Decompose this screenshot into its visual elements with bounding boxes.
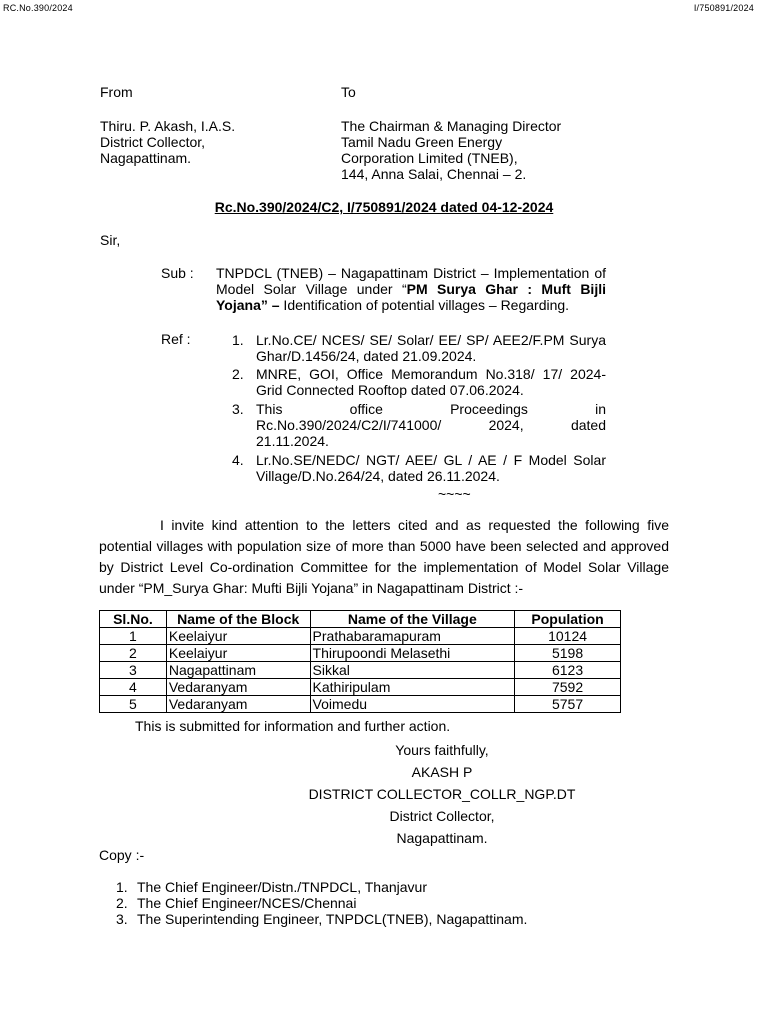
cell-block: Vedaranyam: [166, 679, 310, 696]
ref-item-3-line: [256, 417, 606, 433]
cell-slno: 2: [100, 645, 167, 662]
cell-village: Sikkal: [310, 662, 515, 679]
to-line: Tamil Nadu Green Energy: [341, 134, 503, 150]
from-line: Thiru. P. Akash, I.A.S.: [100, 118, 236, 134]
signatory-title: District Collector,: [389, 808, 495, 824]
column-header-block: Name of the Block: [166, 611, 310, 628]
table-row: [100, 645, 621, 662]
copy-text: The Chief Engineer/NCES/Chennai: [137, 895, 357, 911]
ref-word: office: [349, 401, 383, 417]
cell-block: Keelaiyur: [166, 645, 310, 662]
ref-item: Lr.No.SE/NEDC/ NGT/ AEE/ GL / AE / F Model Solar Village/D.No.264/24, dated 26.11.2024.: [256, 452, 606, 484]
ref-item: Lr.No.CE/ NCES/ SE/ Solar/ EE/ SP/ AEE2/F.PM Surya Ghar/D.1456/24, dated 21.09.2024.: [256, 332, 606, 364]
ref-word: This: [256, 401, 283, 417]
table-row: [100, 662, 621, 679]
reference-line: Rc.No.390/2024/C2, I/750891/2024 dated 04-12-2024: [214, 199, 554, 215]
references-end-mark: ~~~~: [438, 486, 471, 502]
column-header-slno: Sl.No.: [100, 611, 167, 628]
cell-population: 5757: [515, 696, 621, 713]
to-line: 144, Anna Salai, Chennai – 2.: [341, 166, 527, 182]
copy-text: The Superintending Engineer, TNPDCL(TNEB), Nagapattinam.: [137, 911, 528, 927]
table-header-row: [100, 611, 621, 628]
references-label: Ref :: [161, 331, 191, 347]
from-address: [100, 118, 235, 166]
cell-slno: 3: [100, 662, 167, 679]
cell-population: 6123: [515, 662, 621, 679]
copy-number: 3.: [116, 911, 128, 927]
subject-scheme-name: PM Surya Ghar : Muft Bijli Yojana” –: [216, 281, 606, 313]
table-row: [100, 696, 621, 713]
table-row: [100, 679, 621, 696]
to-line: The Chairman & Managing Director: [341, 118, 562, 134]
ref-item-3-line: [256, 401, 606, 417]
cell-slno: 4: [100, 679, 167, 696]
cell-population: 5198: [515, 645, 621, 662]
villages-table: [99, 610, 621, 713]
ref-word: dated: [570, 417, 606, 433]
table-row: [100, 628, 621, 645]
ref-number: 1.: [232, 332, 244, 348]
cell-slno: 1: [100, 628, 167, 645]
ref-item: MNRE, GOI, Office Memorandum No.318/ 17/ 2024- Grid Connected Rooftop dated 07.06.2024.: [256, 366, 606, 398]
to-label: To: [341, 84, 356, 100]
cell-block: Keelaiyur: [166, 628, 310, 645]
cell-village: Voimedu: [310, 696, 515, 713]
subject-label: Sub :: [161, 265, 194, 281]
from-line: Nagapattinam.: [100, 150, 192, 166]
salutation: Sir,: [100, 232, 121, 248]
subject-text-1: TNPDCL (TNEB) – Nagapattinam District – Implementation of Model Solar Village under “: [216, 265, 606, 297]
ref-word: Proceedings: [450, 401, 528, 417]
signatory-id: DISTRICT COLLECTOR_COLLR_NGP.DT: [308, 786, 576, 802]
file-number-header: I/750891/2024: [693, 3, 754, 13]
yours-faithfully: Yours faithfully,: [395, 742, 489, 758]
subject-text: [216, 265, 606, 313]
cell-block: Vedaranyam: [166, 696, 310, 713]
ref-number: 4.: [232, 452, 244, 468]
ref-item: [256, 401, 606, 449]
ref-word: Rc.No.390/2024/C2/I/741000/: [256, 417, 442, 433]
cell-village: Thirupoondi Melasethi: [310, 645, 515, 662]
ref-number: 3.: [232, 401, 244, 417]
copy-label: Copy :-: [99, 847, 145, 863]
ref-item-3-line: 21.11.2024.: [256, 433, 329, 449]
cell-village: Kathiripulam: [310, 679, 515, 696]
ref-word: 2024,: [488, 417, 524, 433]
cell-block: Nagapattinam: [166, 662, 310, 679]
column-header-population: Population: [515, 611, 621, 628]
document-number-header: RC.No.390/2024: [3, 3, 73, 13]
signature-block: [282, 739, 602, 849]
to-line: Corporation Limited (TNEB),: [341, 150, 518, 166]
to-address: [341, 118, 561, 182]
ref-word: in: [595, 401, 607, 417]
signatory-place: Nagapattinam.: [396, 830, 488, 846]
column-header-village: Name of the Village: [310, 611, 515, 628]
from-label: From: [100, 84, 133, 100]
cell-population: 10124: [515, 628, 621, 645]
cell-population: 7592: [515, 679, 621, 696]
copy-text: The Chief Engineer/Distn./TNPDCL, Thanjavur: [137, 879, 427, 895]
ref-number: 2.: [232, 366, 244, 382]
signatory-name: AKASH P: [411, 764, 473, 780]
from-line: District Collector,: [100, 134, 206, 150]
body-paragraph: I invite kind attention to the letters cited and as requested the following five potential villages with population size of more than 5000 have been selected and approved by District Level Co-ordination Committee for the implementation of Model Solar Village under “PM_Surya Ghar: Mufti Bijli Yojana” in Nagapattinam District :-: [99, 517, 669, 596]
subject-text-2: Identification of potential villages – Regarding.: [279, 297, 570, 313]
cell-slno: 5: [100, 696, 167, 713]
cell-village: Prathabaramapuram: [310, 628, 515, 645]
closing-line: This is submitted for information and further action.: [135, 718, 451, 734]
copy-number: 1.: [116, 879, 128, 895]
copy-number: 2.: [116, 895, 128, 911]
